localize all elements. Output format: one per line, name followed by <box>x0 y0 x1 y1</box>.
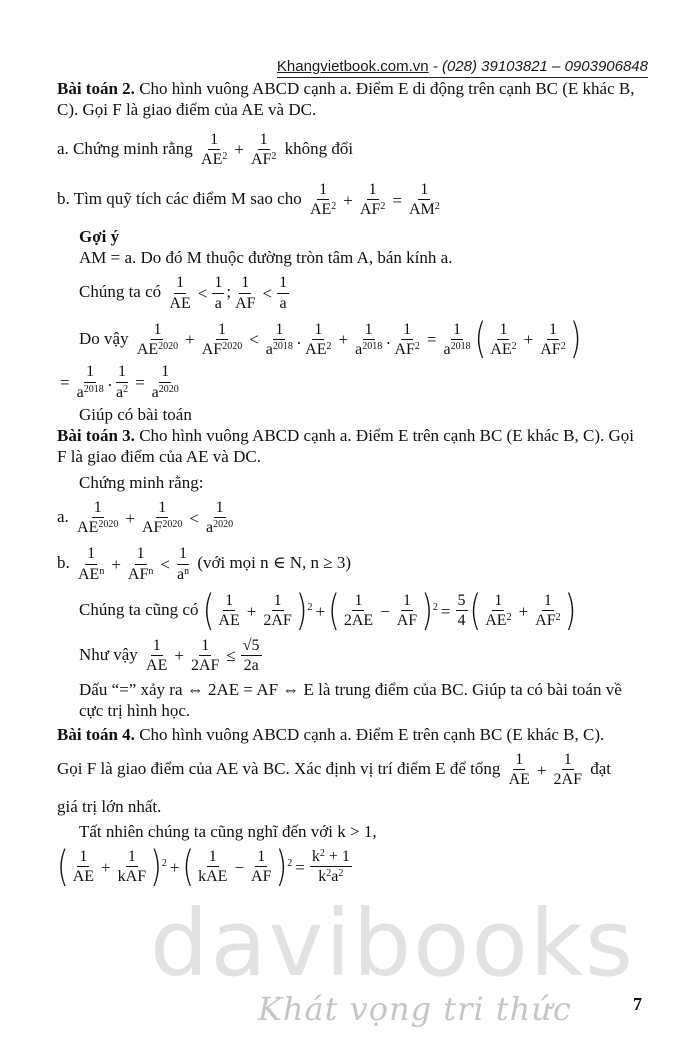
problem-3-equality: Dấu “=” xảy ra ⇔ 2AE = AF ⇔ E là trung điểm của BC. Giúp ta có bài toán về cực trị hình học. <box>79 680 622 721</box>
page-content <box>57 78 647 892</box>
problem-3-so: Như vậy $\frac{1}{AE}$ + $\frac{1}{2AF}$ ≤ $\frac{√5}{2a}$ <box>79 636 260 675</box>
problem-3b: b. 1 $AE^n$ + 1 $AF^n$ < $\frac{1}{a^n}$ (với mọi n ∈ N, n ≥ 3) <box>57 545 352 583</box>
hint-line-2: Chúng ta có $\frac{1}{AE}$ < $\frac{1}{a}$ ; $\frac{1}{AF}$ < $\frac{1}{a}$ <box>79 274 288 312</box>
problem-4-title: Bài toán 4. <box>57 724 135 744</box>
problem-3a: a. $\frac{1}{AE^{2020}}$ + $\frac{1}{AF^{2020}}$ < $\frac{1}{a^{2020}}$ <box>57 498 234 537</box>
problem-2b: b. Tìm quỹ tích các điểm M sao cho $\frac{1}{AE^2}$ + $\frac{1}{AF^2}$ = $\frac{1}{AM^2}$ <box>57 181 440 219</box>
header-contact: - (028) 39103821 – 0903906848 <box>428 58 648 75</box>
problem-2-statement: Bài toán 2. Cho hình vuông ABCD cạnh a. Điểm E di động trên cạnh BC (E khác B, C). Gọi F là giao điểm của AE và DC. <box>57 79 635 120</box>
problem-4-line-3: giá trị lớn nhất. <box>57 796 162 816</box>
page-header <box>277 58 648 78</box>
watermark-brand: davibooks <box>150 890 635 997</box>
watermark-slogan: Khát vọng tri thức <box>258 990 572 1028</box>
problem-3-statement: Bài toán 3. Cho hình vuông ABCD cạnh a. Điểm E trên cạnh BC (E khác B, C). Gọi F là giao điểm của AE và DC. <box>57 426 635 467</box>
problem-2a: a. Chứng minh rằng $\frac{1}{AE^2}$ + $\frac{1}{AF^2}$ không đổi <box>57 130 354 168</box>
problem-3-also: Chúng ta cũng có ( $\frac{1}{AE}$ + $\frac{1}{2AF}$ )$^2$ + ( $\frac{1}{2AE}$ − $\frac{1}{AF}$ )$^2$ = $\frac{5}{4}$ ( $\frac{1}{AE^2}$ + $\frac{1}{AF^2}$ ) <box>79 586 577 636</box>
problem-4-line-2: Gọi F là giao điểm của AE và BC. Xác định vị trí điểm E để tổng $\frac{1}{AE}$ + $\frac{1}{2AF}$ đạt <box>57 750 611 789</box>
header-site: Khangvietbook.com.vn <box>276 58 429 75</box>
problem-2-title: Bài toán 2. <box>57 79 135 98</box>
problem-4-line-4: Tất nhiên chúng ta cũng nghĩ đến với k > 1, <box>79 821 377 841</box>
page-number: 7 <box>633 994 642 1014</box>
hint-heading: Gợi ý <box>79 226 120 246</box>
problem-4-statement: Bài toán 4. Cho hình vuông ABCD cạnh a. Điểm E trên cạnh BC (E khác B, C). <box>57 724 605 744</box>
problem-3-title: Bài toán 3. <box>57 426 135 446</box>
hint-conclude: Giúp có bài toán <box>79 404 192 424</box>
hint-line-3: Do vậy $\frac{1}{AE^{2020}}$ + $\frac{1}{AF^{2020}}$ < $\frac{1}{a^{2018}}$ . $\frac{1}{AE^2}$ + $\frac{1}{a^{2018}}$ . $\frac{1}{AF^2}$ = $\frac{1}{a^{2018}}$ ( $\frac{1}{AE^2}$ + $\frac{1}{AF^2}$ ) <box>79 315 582 365</box>
problem-3-prove: Chứng minh rằng: <box>79 472 204 492</box>
hint-line-1: AM = a. Do đó M thuộc đường tròn tâm A, bán kính a. <box>79 247 453 267</box>
hint-line-4: = $\frac{1}{a^{2018}}$ . $\frac{1}{a^2}$ = $\frac{1}{a^{2020}}$ <box>60 363 179 401</box>
problem-4-formula: ( $\frac{1}{AE}$ + 1 kAF )$^2$ + ( 1 kAE − $\frac{1}{AF}$ )$^2$ = $\frac{k^2 + 1}{k^2a^2}$ <box>57 842 350 892</box>
